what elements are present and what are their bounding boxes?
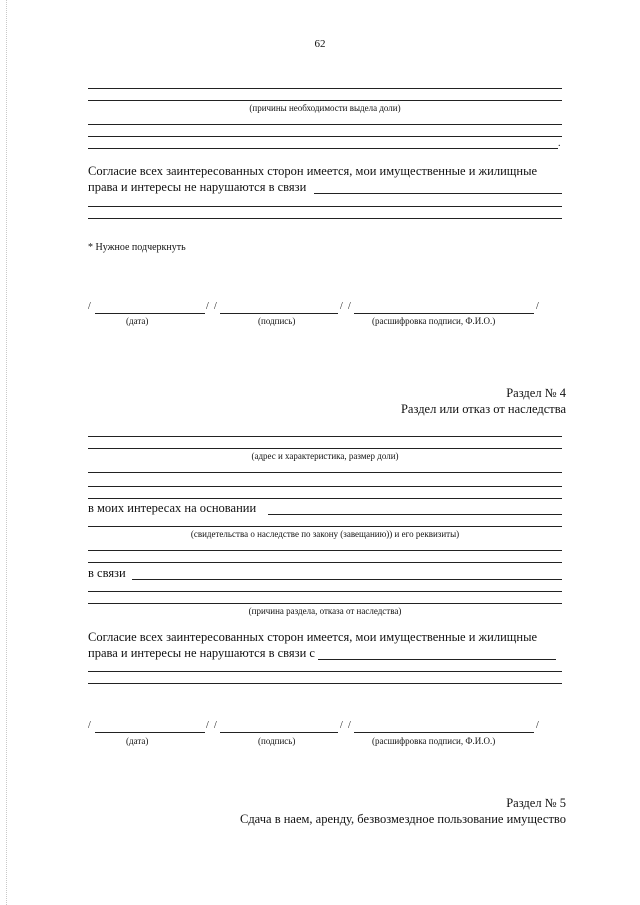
fill-line[interactable] [88,603,562,604]
fill-line[interactable] [88,550,562,551]
name-field[interactable] [354,732,534,733]
section-5-title: Сдача в наем, аренду, безвозмездное пользование имущество [239,812,566,826]
page-number: 62 [314,38,326,50]
fill-line[interactable] [88,124,562,125]
section-4-number: Раздел № 4 [506,386,566,400]
fill-line[interactable] [88,88,562,89]
signature-field[interactable] [220,732,338,733]
fill-line[interactable] [88,683,562,684]
interests-label: в моих интересах на основании [88,501,257,515]
slash: / [214,301,217,312]
caption-signature: (подпись) [258,736,296,746]
caption-name: (расшифровка подписи, Ф.И.О.) [372,316,496,326]
page-edge-dotted [6,0,8,905]
caption-signature: (подпись) [258,316,296,326]
fill-line[interactable] [88,136,562,137]
consent-text-line1: Согласие всех заинтересованных сторон имеется, мои имущественные и жилищные [88,630,538,644]
name-field[interactable] [354,313,534,314]
consent-text-line2: права и интересы не нарушаются в связи с [88,646,315,660]
fill-line[interactable] [88,472,562,473]
slash: / [214,720,217,731]
fill-line[interactable] [88,498,562,499]
basis-field[interactable] [268,514,562,515]
fill-line[interactable] [88,486,562,487]
fill-line[interactable] [88,448,562,449]
slash: / [88,301,91,312]
slash: / [206,720,209,731]
caption-date: (дата) [126,316,149,326]
consent-text-line2: права и интересы не нарушаются в связи [88,180,307,194]
slash: / [340,301,343,312]
trailing-dot: . [558,138,561,149]
fill-line[interactable] [88,100,562,101]
fill-line[interactable] [318,659,556,660]
fill-line[interactable] [88,206,562,207]
fill-line[interactable] [88,148,558,149]
fill-line[interactable] [314,193,562,194]
fill-line[interactable] [88,218,562,219]
fill-line[interactable] [88,671,562,672]
date-field[interactable] [95,313,205,314]
caption-reasons: (причины необходимости выдела доли) [249,103,401,113]
slash: / [88,720,91,731]
caption-date: (дата) [126,736,149,746]
slash: / [536,720,539,731]
fill-line[interactable] [88,436,562,437]
caption-name: (расшифровка подписи, Ф.И.О.) [372,736,496,746]
date-field[interactable] [95,732,205,733]
caption-address: (адрес и характеристика, размер доли) [251,451,399,461]
consent-text-line1: Согласие всех заинтересованных сторон имеется, мои имущественные и жилищные [88,164,538,178]
slash: / [348,301,351,312]
slash: / [206,301,209,312]
fill-line[interactable] [88,526,562,527]
caption-certificate: (свидетельства о наследстве по закону (завещанию)) и его реквизиты) [190,529,460,539]
section-4-title: Раздел или отказ от наследства [400,402,566,416]
slash: / [340,720,343,731]
fill-line[interactable] [88,562,562,563]
reason-field[interactable] [132,579,562,580]
caption-reason: (причина раздела, отказа от наследства) [248,606,402,616]
fill-line[interactable] [88,591,562,592]
slash: / [348,720,351,731]
due-label: в связи [88,566,126,580]
slash: / [536,301,539,312]
signature-field[interactable] [220,313,338,314]
section-5-number: Раздел № 5 [506,796,566,810]
footnote: * Нужное подчеркнуть [88,242,186,253]
